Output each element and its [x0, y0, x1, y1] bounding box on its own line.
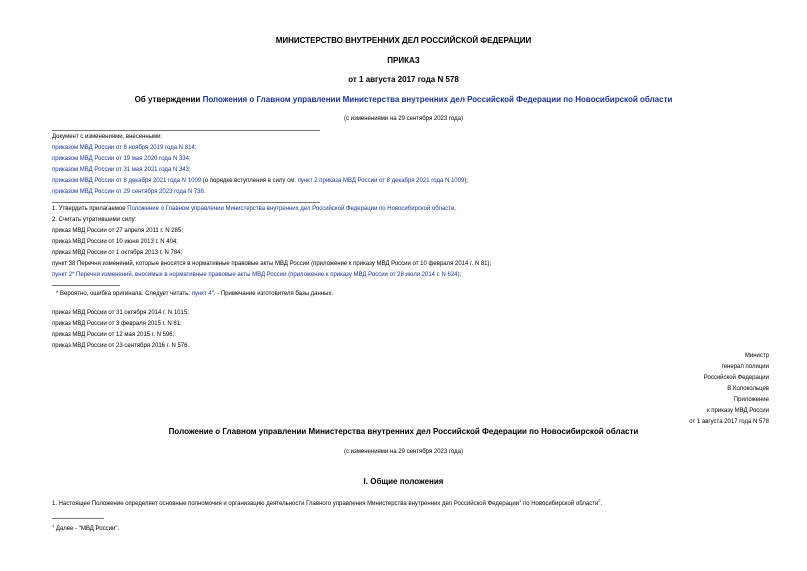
changes-block: [52, 133, 468, 196]
repeal-item: приказ МВД России от 3 февраля 2015 г. N 81;: [52, 321, 182, 327]
repeal-item: приказ МВД России от 1 октября 2013 г. N 784;: [52, 250, 183, 256]
signature-line: Российской Федерации: [703, 375, 769, 381]
signature-line: к приказу МВД России: [707, 408, 769, 414]
paragraph-2: 2. Считать утратившими силу:: [52, 217, 137, 223]
signature-line: Министр: [744, 353, 769, 359]
paragraph-1: [52, 205, 491, 213]
repeal-item-link[interactable]: пункт 2* Перечня изменений, вносимых в нормативные правовые акты МВД России (приложение к приказу МВД России от 28 июля 2014 г. N 624): [52, 272, 460, 278]
change-link-5[interactable]: приказом МВД России от 29 сентября 2023 года N 738.: [52, 189, 206, 195]
p1-prefix: 1. Утвердить прилагаемое: [52, 206, 128, 212]
signature-line: В.Колокольцев: [727, 386, 769, 392]
change-link-1[interactable]: приказом МВД России от 8 ноября 2019 года N 814;: [52, 145, 197, 151]
appendix-footnote-text: Далее - "МВД России".: [55, 526, 120, 532]
section-heading: I. Общие положения: [363, 477, 444, 486]
edition-note: (с изменениями на 29 сентября 2023 года): [344, 116, 463, 122]
change-link-3[interactable]: приказом МВД России от 31 мая 2021 года N 343;: [52, 167, 191, 173]
doc-type: ПРИКАЗ: [387, 56, 420, 65]
divider: [52, 130, 320, 131]
footnote-divider: [52, 518, 104, 519]
signature-block: [469, 352, 769, 426]
appendix-edition-note: (с изменениями на 29 сентября 2023 года): [344, 449, 463, 455]
footnote-end: ". - Примечание изготовителя базы данных.: [211, 291, 334, 297]
appendix-title: Положение о Главном управлении Министерства внутренних дел Российской Федерации по Новосибирской области: [168, 427, 639, 436]
footnote: [56, 290, 333, 298]
change-4-link2[interactable]: пункт 2 приказа МВД России от 8 декабря 2021 года N 1009: [297, 178, 465, 184]
repeal-item: приказ МВД России от 10 июня 2013 г. N 404;: [52, 239, 178, 245]
footnote-link[interactable]: пункт 4: [191, 291, 212, 297]
appendix-p1-text: 1. Настоящее Положение определяет основные полномочия и организацию деятельности Главного управления Министерства внутренних дел Российской Федерации: [52, 501, 520, 507]
repeal-item-link-line: [52, 271, 491, 279]
doc-title: [0, 95, 807, 104]
repeal-item: приказ МВД России от 31 октября 2014 г. N 1015;: [52, 310, 189, 316]
body-block: [52, 205, 491, 279]
change-line-4: [52, 177, 468, 185]
footnote-prefix: * Вероятно, ошибка оригинала. Следует читать:: [56, 291, 192, 297]
doc-date-number: от 1 августа 2017 года N 578: [348, 75, 459, 84]
repeal-item: приказ МВД России от 23 сентября 2016 г. N 576.: [52, 343, 190, 349]
changes-heading: Документ с изменениями, внесенными:: [52, 134, 163, 140]
appendix-p1-tail: по Новосибирской области: [521, 501, 599, 507]
p1-link[interactable]: Положение о Главном управлении Министерства внутренних дел Российской Федерации по Новосибирской области: [127, 206, 455, 212]
repeal-item: приказ МВД России от 27 апреля 2011 г. N 285;: [52, 228, 183, 234]
change-4-end: );: [464, 178, 468, 184]
repeal-item: пункт 38 Перечня изменений, которые вносятся в нормативные правовые акты МВД России (приложение к приказу МВД России от 10 февраля 2014 г. N 81);: [52, 261, 492, 267]
change-link-4[interactable]: приказом МВД России от 8 декабря 2021 года N 1009: [52, 178, 202, 184]
footnote-divider: [52, 285, 120, 286]
change-link-2[interactable]: приказом МВД России от 19 мая 2020 года N 334;: [52, 156, 191, 162]
p1-end: .: [454, 206, 457, 212]
ministry-heading: МИНИСТЕРСТВО ВНУТРЕННИХ ДЕЛ РОССИЙСКОЙ ФЕДЕРАЦИИ: [275, 36, 532, 45]
signature-line: от 1 августа 2017 года N 578: [689, 419, 769, 425]
appendix-paragraph-1: 1. Настоящее Положение определяет основные полномочия и организацию деятельности Главного управления Министерства внутренних дел Российской Федерации$^1$ по Новосибирской области$^2$.: [52, 498, 603, 507]
divider: [52, 202, 320, 203]
change-4-mid: (о порядке вступления в силу см.: [201, 178, 298, 184]
repeal-item: приказ МВД России от 12 мая 2015 г. N 596;: [52, 332, 175, 338]
repeal-list-2: [52, 309, 189, 350]
repeal-item-end: ;: [459, 272, 462, 278]
doc-title-prefix: Об утверждении: [134, 95, 203, 104]
signature-line: генерал полиции: [721, 364, 769, 370]
doc-title-link[interactable]: Положения о Главном управлении Министерства внутренних дел Российской Федерации по Новосибирской области: [202, 95, 673, 104]
signature-line: Приложение: [733, 397, 769, 403]
appendix-footnote: $^1$ Далее - "МВД России".: [52, 523, 120, 532]
